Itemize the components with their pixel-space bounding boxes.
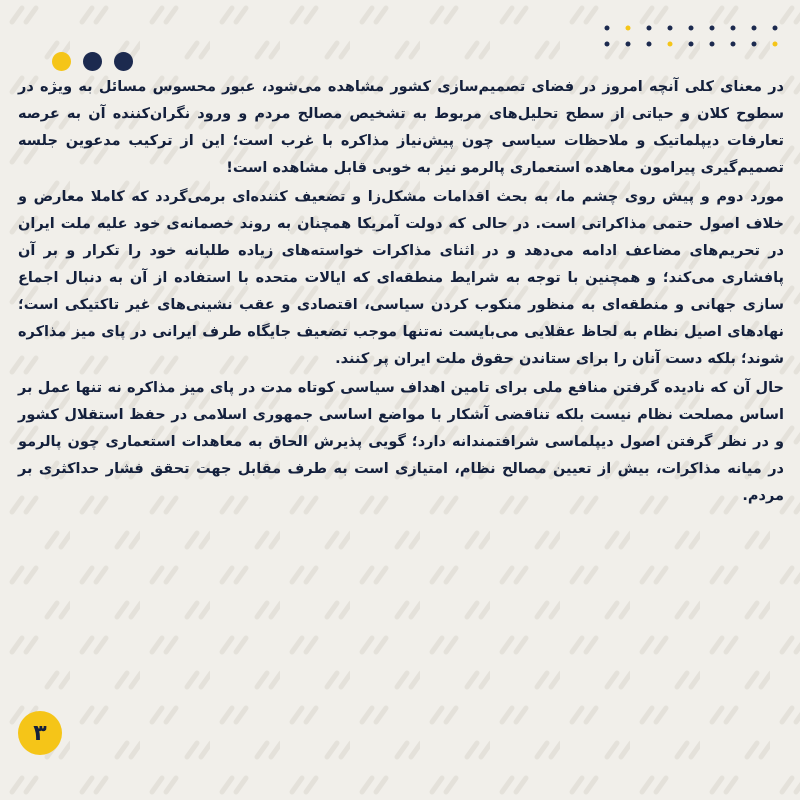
- paragraph: حال آن که نادیده گرفتن منافع ملی برای تامین اهداف سیاسی کوتاه مدت در پای میز مذاکره نه تنها عمل بر اساس مصلحت نظام نیست بلکه تناقضی آشکار با مواضع اساسی جمهوری اسلامی در حفظ استقلال کشور و در نظر گرفتن اصول دیپلماسی شرافتمندانه دارد؛ گویی پذیرش الحاق به معاهدات استعماری چون پالرمو در میانه مذاکرات، بیش از تعیین مصالح نظام، امتیازی است به طرف مقابل جهت تحقق فشار حداکثری بر مردم.: [18, 380, 784, 504]
- decorative-circles: [50, 52, 140, 74]
- circle-icon-yellow: [52, 52, 71, 71]
- circle-icon-navy: [114, 52, 133, 71]
- dot-grid-icon: [603, 24, 779, 48]
- paragraph: در معنای کلی آنچه امروز در فضای تصمیم‌سازی کشور مشاهده می‌شود، عبور محسوس مسائل به ویژه در سطوح کلان و حیاتی از سطح تحلیل‌های مربوط به تشخیص مصالح مردم و ورود نگران‌کننده آن به عرصه تعارفات دیپلماتیک و ملاحظات سیاسی چون پیش‌نیاز مذاکره با غرب است؛ این از ترکیب مدعوین جلسه تصمیم‌گیری پیرامون معاهده استعماری پالرمو نیز به خوبی قابل مشاهده است!: [18, 79, 784, 176]
- paragraph: مورد دوم و پیش روی چشم ما، به بحث اقدامات مشکل‌زا و تضعیف کننده‌ای برمی‌گردد که کاملا معارض و خلاف اصول حتمی مذاکراتی است. در حالی که دولت آمریکا همچنان به روند خصمانه‌ی خود علیه ملت ایران در تحریم‌های مضاعف ادامه می‌دهد و در اثنای مذاکرات خواسته‌های زیاده طلبانه خود را تکرار و بر آن پافشاری می‌کند؛ و همچنین با توجه به شرایط منطقه‌ای که ایالات متحده با استفاده از آن به دنبال اجماع سازی جهانی و منطقه‌ای به منظور منکوب کردن سیاسی، اقتصادی و عقب نشینی‌های غیر تاکتیکی است؛ نهادهای اصیل نظام به لحاظ عقلایی می‌بایست نه‌تنها موجب تضعیف جایگاه طرف ایرانی در پای میز مذاکره شوند؛ بلکه دست آنان را برای ستاندن حقوق ملت ایران پر کنند.: [18, 189, 784, 367]
- article-body: [18, 74, 784, 512]
- page-number: ۳: [33, 720, 47, 746]
- circle-icon-navy: [83, 52, 102, 71]
- page-number-badge: [18, 711, 62, 755]
